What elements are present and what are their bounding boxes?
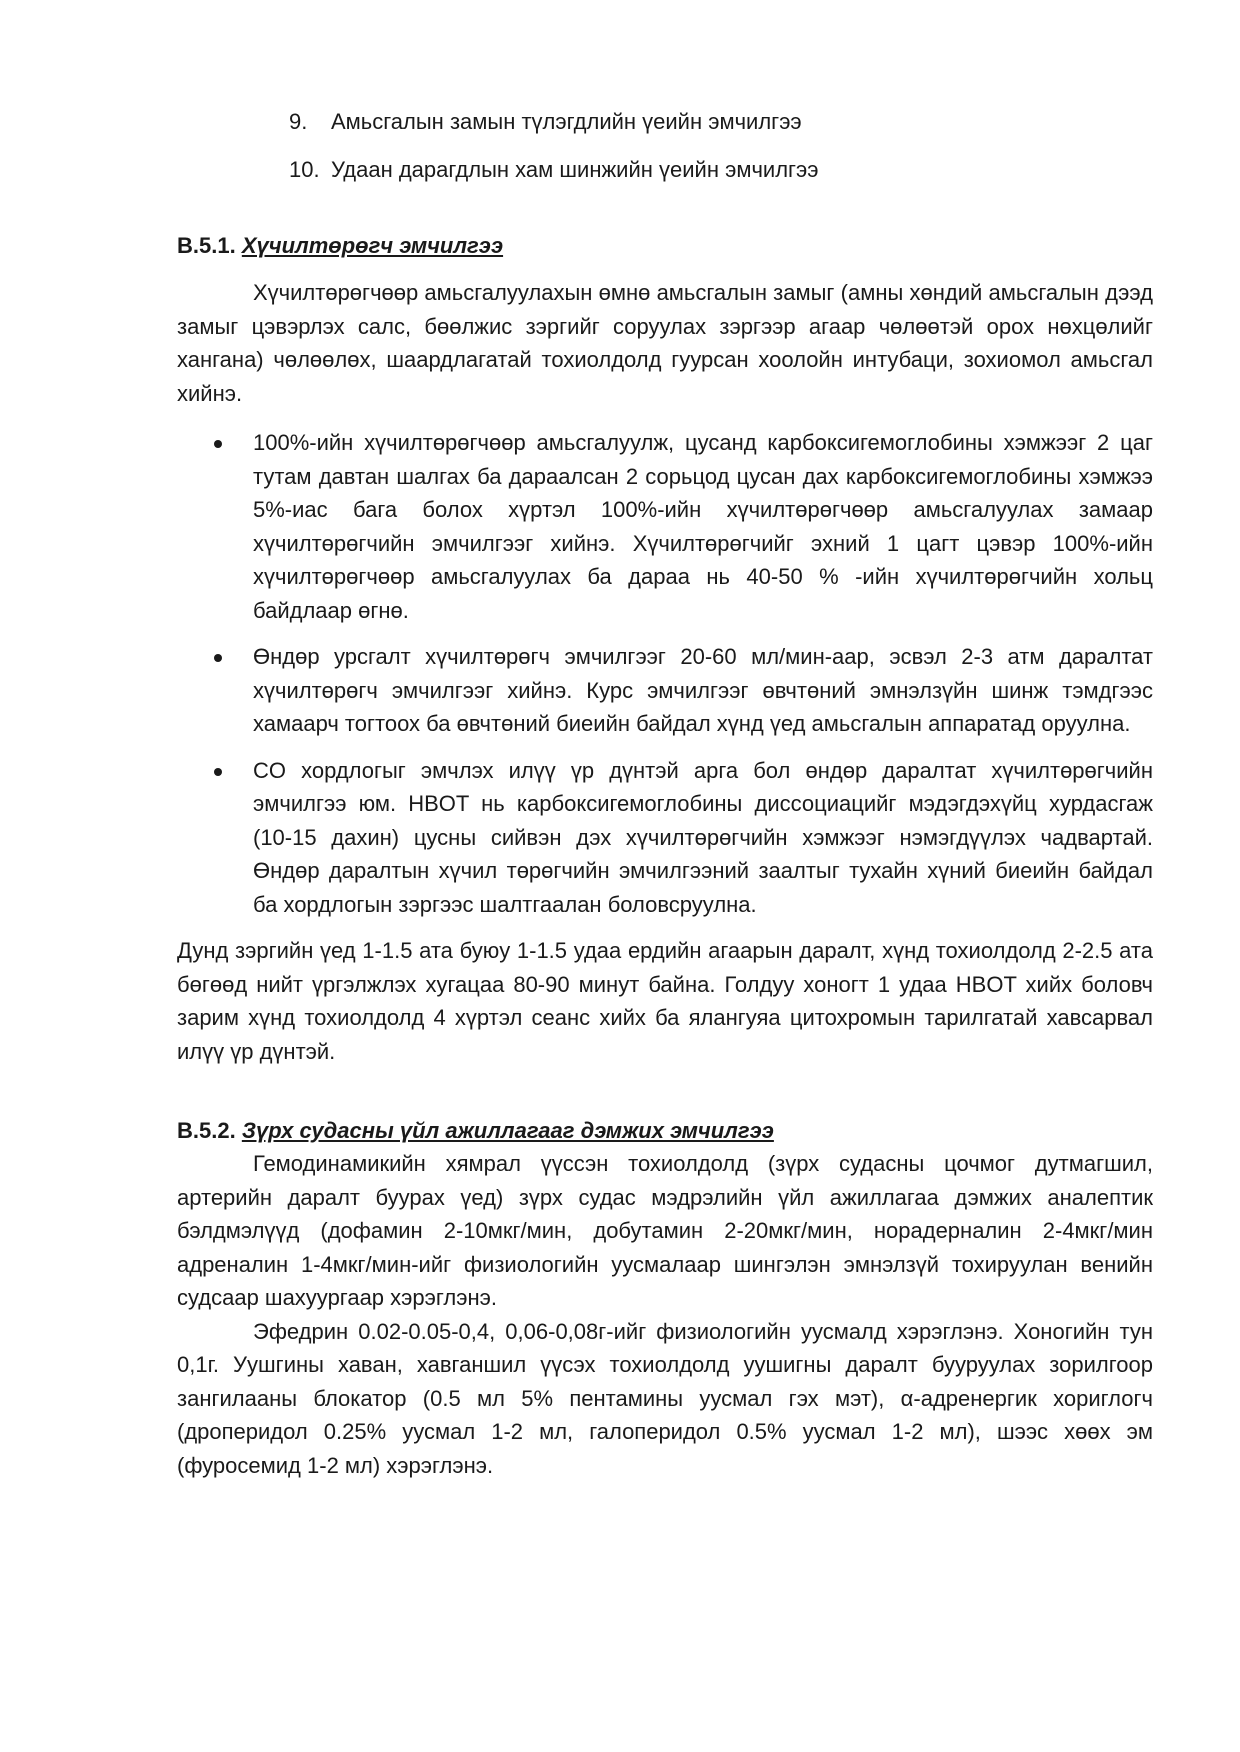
bullet-list [177, 426, 1153, 921]
list-item [289, 106, 1153, 138]
bullet-text: CO хордлогыг эмчлэх илүү үр дүнтэй арга бол өндөр даралтат хүчилтөрөгчийн эмчилгээ юм. HBOT нь карбоксигемоглобины диссоциацийг мэдэгдэхүйц хурдасгаж (10-15 дахин) цусны сийвэн дэх хүчилтөрөгчийн хэмжээг нэмэгдүүлэх чадвартай. Өндөр даралтын хүчил төрөгчийн эмчилгээний заалтыг тухайн хүний биеийн байдал ба хордлогын зэргээс шалтгаалан боловсруулна. [253, 757, 1153, 917]
bullet-text: Өндөр урсгалт хүчилтөрөгч эмчилгээг 20-60 мл/мин-аар, эсвэл 2-3 атм даралтат хүчилтөрөгч эмчилгээг хийнэ. Курс эмчилгээг өвчтөний эмнэлзүйн шинж тэмдгээс хамаарч тогтоох ба өвчтөний биеийн байдал хүнд үед амьсгалын аппаратад оруулна. [253, 644, 1153, 736]
bullet-icon [214, 768, 222, 776]
bullet-icon [214, 440, 222, 448]
paragraph-intro: Хүчилтөрөгчөөр амьсгалуулахын өмнө амьсгалын замыг (амны хөндий амьсгалын дээд замыг цэвэрлэх салс, бөөлжис зэргийг соруулах зэргээр агаар чөлөөтэй орох нөхцөлийг хангана) чөлөөлөх, шаардлагатай тохиолдолд гуурсан хоолойн интубаци, зохиомол амьсгал хийнэ. [177, 280, 1153, 406]
list-item [289, 154, 1153, 186]
section-heading-oxygen-therapy [177, 230, 1153, 262]
bullet-item [177, 640, 1153, 741]
paragraph-ephedrine: Эфедрин 0.02-0.05-0,4, 0,06-0,08г-ийг физиологийн уусмалд хэрэглэнэ. Хоногийн тун 0,1г. Уушгины хаван, хавганшил үүсэх тохиолдолд уушигны даралт бууруулах зорилгоор зангилааны блокатор (0.5 мл 5% пентамины уусмал гэх мэт), α-адренергик хориглогч (дроперидол 0.25% уусмал 1-2 мл, галоперидол 0.5% уусмал 1-2 мл), шээс хөөх эм (фуросемид 1-2 мл) хэрэглэнэ. [177, 1318, 1153, 1478]
section-title: Зүрх судасны үйл ажиллагааг дэмжих эмчилгээ [241, 1118, 774, 1143]
section-heading-cardiovascular-support [177, 1115, 1153, 1147]
paragraph-closing: Дунд зэргийн үед 1-1.5 ата буюу 1-1.5 удаа ердийн агаарын даралт, хүнд тохиолдолд 2-2.5 ата бөгөөд нийт үргэлжлэх хугацаа 80-90 минут байна. Голдуу хоногт 1 удаа HBOT хийх боловч зарим хүнд тохиолдолд 4 хүртэл сеанс хийх ба ялангуяа цитохромын тарилгатай хавсарвал илүү үр дүнтэй. [177, 938, 1153, 1064]
section-number: B.5.1. [177, 233, 236, 258]
bullet-item [177, 754, 1153, 922]
bullet-item [177, 426, 1153, 627]
list-item-number: 10. [289, 157, 320, 182]
list-item-number: 9. [289, 109, 308, 134]
section-number: B.5.2. [177, 1118, 236, 1143]
section-title: Хүчилтөрөгч эмчилгээ [241, 233, 504, 258]
list-item-text: Амьсгалын замын түлэгдлийн үеийн эмчилгээ [331, 109, 802, 134]
paragraph-hemodynamics: Гемодинамикийн хямрал үүссэн тохиолдолд (зүрх судасны цочмог дутмагшил, артерийн даралт буурах үед) зүрх судас мэдрэлийн үйл ажиллагаа дэмжих аналептик бэлдмэлүүд (дофамин 2-10мкг/мин, добутамин 2-20мкг/мин, норадерналин 2-4мкг/мин адреналин 1-4мкг/мин-ийг физиологийн уусмалаар шингэлэн эмнэлзүй тохируулан венийн судсаар шахуургаар хэрэглэнэ. [177, 1151, 1153, 1310]
document-page [177, 106, 1153, 1482]
bullet-icon [214, 654, 222, 662]
numbered-list [289, 106, 1153, 186]
list-item-text: Удаан дарагдлын хам шинжийн үеийн эмчилгээ [331, 157, 819, 182]
section-spacer [177, 1068, 1153, 1115]
bullet-text: 100%-ийн хүчилтөрөгчөөр амьсгалуулж, цусанд карбоксигемоглобины хэмжээг 2 цаг тутам давтан шалгах ба дараалсан 2 сорьцод цусан дах карбоксигемоглобины хэмжээ 5%-иас бага болох хүртэл 100%-ийн хүчилтөрөгчөөр амьсгалуулах замаар хүчилтөрөгчийн эмчилгээг хийнэ. Хүчилтөрөгчийг эхний 1 цагт цэвэр 100%-ийн хүчилтөрөгчөөр амьсгалуулах ба дараа нь 40-50 % -ийн хүчилтөрөгчийн хольц байдлаар өгнө. [253, 430, 1153, 623]
